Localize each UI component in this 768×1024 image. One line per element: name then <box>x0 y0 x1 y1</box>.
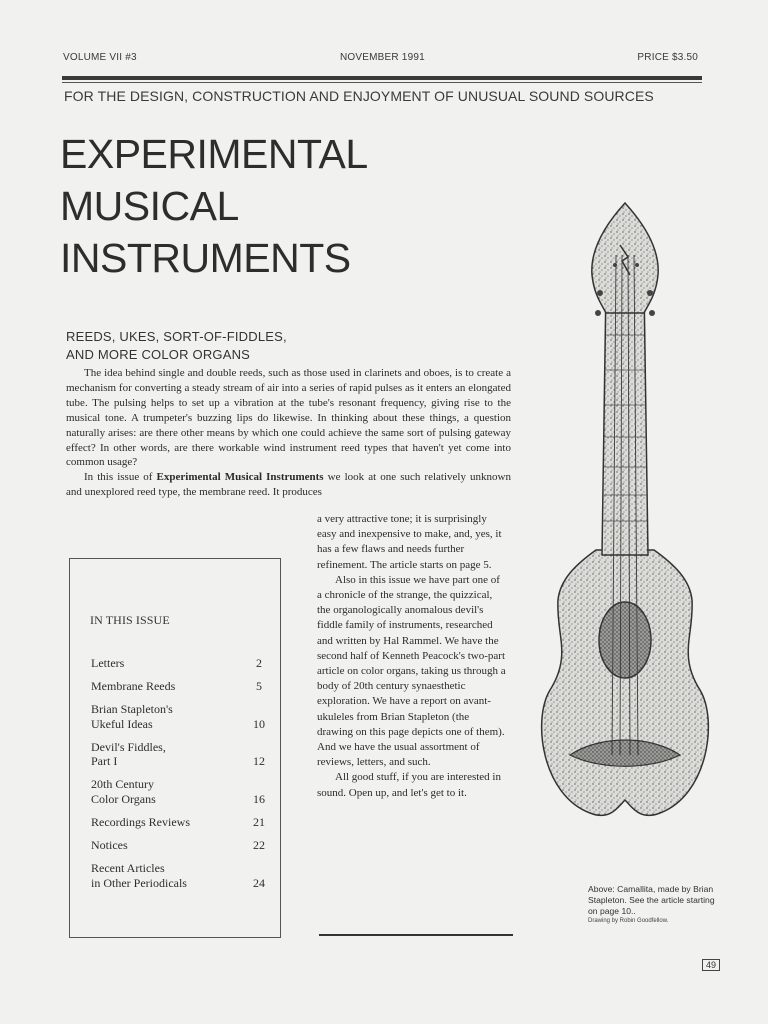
toc-item-page: 2 <box>256 656 262 670</box>
column-end-rule <box>319 934 513 936</box>
toc-item-label: Brian Stapleton's Ukeful Ideas <box>91 702 173 731</box>
toc-item[interactable] <box>91 815 266 830</box>
subhead-line-2: AND MORE COLOR ORGANS <box>66 347 251 362</box>
toc-item-label: Devil's Fiddles, Part I <box>91 739 166 769</box>
toc-item-page: 22 <box>253 838 265 853</box>
intro-text <box>66 366 511 500</box>
column-paragraph-2: Also in this issue we have part one of a chronicle of the strange, the quizzical, the organologically anomalous devil's fiddle family of instruments, researched and written by Hal Rammel. We have the second half of Kenneth Peacock's two-part article on color organs, taking us through a body of 20th century synaesthetic exploration. We have a report on avant-ukuleles from Brian Stapleton (the drawing on this page depicts one of them). And we have the usual assortment of reviews, letters, and such. <box>317 573 506 769</box>
illustration-caption: Above: Camallita, made by Brian Stapleton. See the article starting on page 10.. <box>588 884 715 916</box>
intro-p2-after: we look at one such relatively unknown and unexplored reed type, the membrane reed. It produces <box>66 471 511 499</box>
toc-item-page: 24 <box>253 875 265 890</box>
toc-item[interactable] <box>91 679 266 694</box>
column-paragraph-1: a very attractive tone; it is surprisingly easy and inexpensive to make, and, yes, it has a few flaws and needs further refinement. The article starts on page 5. <box>317 513 502 571</box>
masthead-price: PRICE $3.50 <box>637 52 698 63</box>
title-line-1: EXPERIMENTAL <box>60 131 368 177</box>
subhead-line-1: REEDS, UKES, SORT-OF-FIDDLES, <box>66 329 287 344</box>
ukulele-body <box>542 550 709 815</box>
toc-item-page: 16 <box>253 791 265 806</box>
toc-item-label: Letters <box>91 656 125 670</box>
column-paragraph-3: All good stuff, if you are interested in sound. Open up, and let's get to it. <box>317 771 501 799</box>
toc-item-label: Recordings Reviews <box>91 814 190 829</box>
title-line-3: INSTRUMENTS <box>60 235 351 281</box>
toc-item[interactable] <box>91 838 266 853</box>
toc-item[interactable] <box>91 777 266 806</box>
illustration-credit: Drawing by Robin Goodfellow. <box>588 918 669 924</box>
masthead-rule <box>62 76 702 80</box>
masthead-volume: VOLUME VII #3 <box>63 52 137 63</box>
toc-item[interactable] <box>91 740 266 769</box>
tagline: FOR THE DESIGN, CONSTRUCTION AND ENJOYMENT OF UNUSUAL SOUND SOURCES <box>64 88 654 104</box>
toc-item-label: 20th Century Color Organs <box>91 777 156 806</box>
ukulele-neck <box>602 285 648 555</box>
article-subhead <box>66 328 287 364</box>
toc-item[interactable] <box>91 702 266 731</box>
toc-item-page: 5 <box>256 679 262 694</box>
ukulele-soundhole <box>599 602 651 678</box>
page-number: 49 <box>702 959 720 971</box>
intro-p2-before: In this issue of <box>84 471 157 484</box>
intro-p2-bold: Experimental Musical Instruments <box>156 471 324 484</box>
ukulele-drawing-illustration <box>520 195 730 835</box>
toc-item-page: 12 <box>253 754 265 769</box>
toc-item[interactable] <box>91 861 266 890</box>
toc-item-page: 10 <box>253 716 265 731</box>
toc-item-label: Notices <box>91 838 128 853</box>
masthead-date: NOVEMBER 1991 <box>340 52 425 63</box>
toc-item-label: Recent Articles in Other Periodicals <box>91 861 187 890</box>
toc-item[interactable] <box>91 656 266 671</box>
intro-paragraph-2 <box>66 470 511 500</box>
table-of-contents <box>69 558 281 938</box>
toc-list <box>91 656 266 899</box>
toc-item-page: 21 <box>253 814 265 829</box>
ukulele-headstock <box>592 203 658 313</box>
toc-item-label: Membrane Reeds <box>91 679 176 694</box>
toc-title: IN THIS ISSUE <box>90 613 170 627</box>
intro-paragraph-1: The idea behind single and double reeds, such as those used in clarinets and oboes, is to create a mechanism for converting a steady stream of air into a series of rapid pulses as it enters an elongated tube. The pulsing helps to set up a vibration at the tube's resonant frequency, giving rise to the musical tone. A trumpeter's buzzing lips do likewise. In thinking about these things, a question naturally arises: are there other means by which one could achieve the same sort of pulsing gateway effect? In other words, are there workable wind instrument reed types that haven't yet come into common usage? <box>66 367 511 469</box>
masthead-rule-thin <box>62 82 702 83</box>
title-line-2: MUSICAL <box>60 183 239 229</box>
magazine-title <box>60 128 368 284</box>
article-column <box>317 512 507 801</box>
